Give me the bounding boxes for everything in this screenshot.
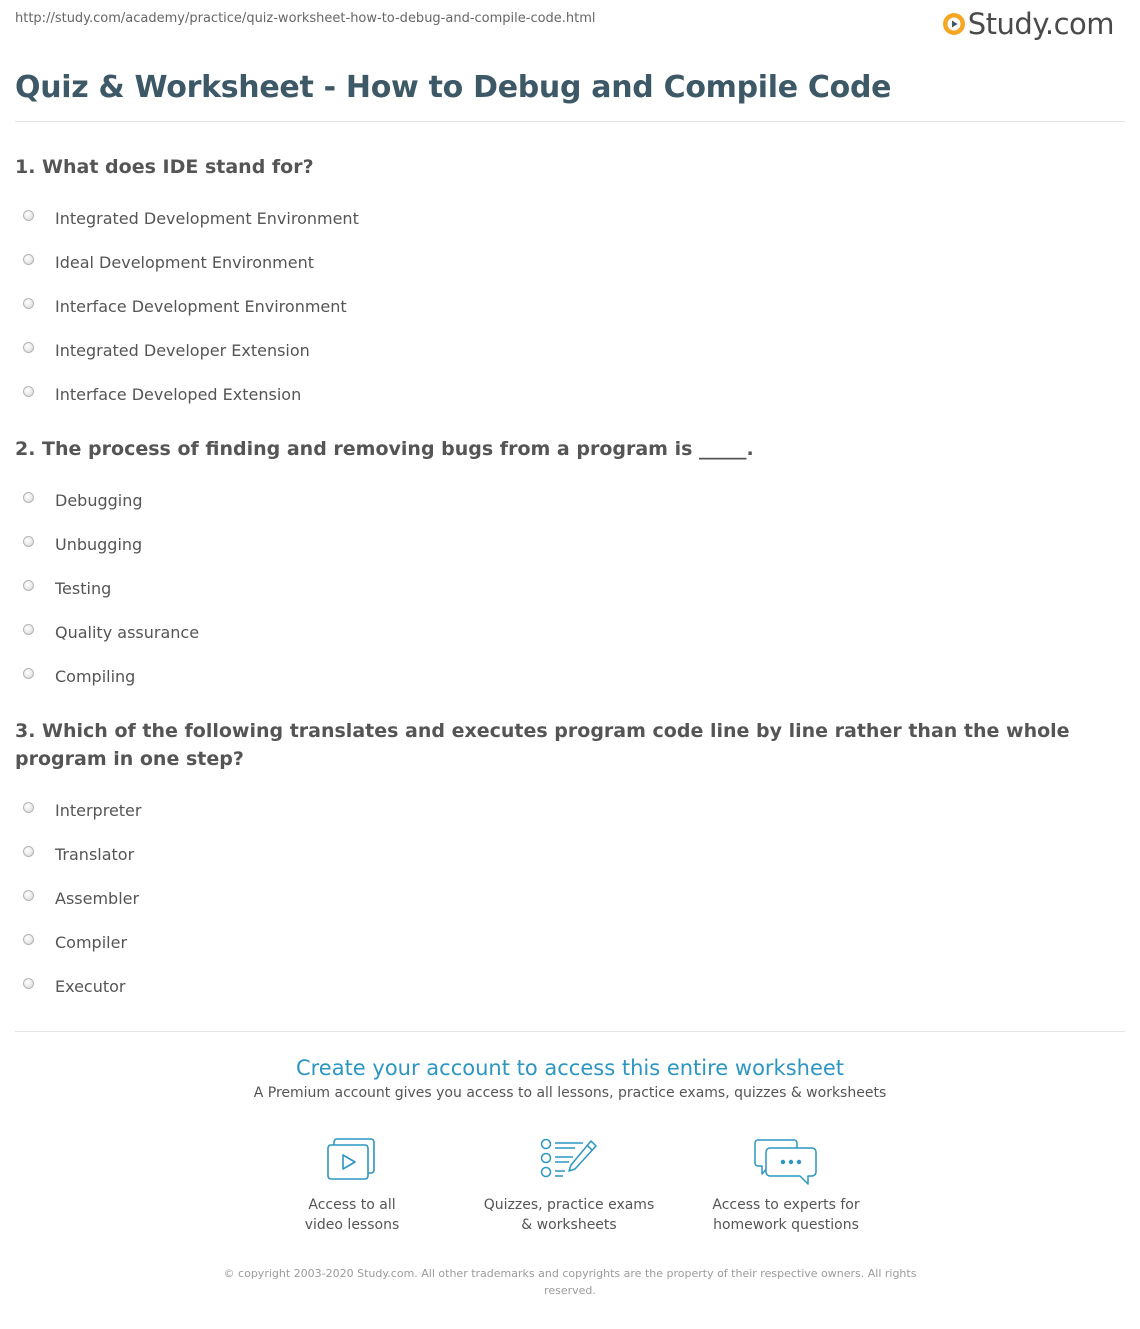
feature-experts bbox=[686, 1137, 886, 1235]
answer-option[interactable] bbox=[15, 478, 1100, 522]
title-divider bbox=[15, 121, 1125, 122]
answer-option[interactable] bbox=[15, 196, 1100, 240]
feature-label-line2: video lessons bbox=[304, 1217, 400, 1233]
radio-button[interactable] bbox=[23, 580, 34, 591]
answer-option[interactable] bbox=[15, 920, 1100, 964]
feature-label-line2: & worksheets bbox=[521, 1217, 617, 1233]
chat-bubbles-icon bbox=[754, 1137, 818, 1187]
logo-text: Study.com bbox=[967, 7, 1114, 41]
question-1 bbox=[15, 153, 1100, 416]
video-lessons-icon bbox=[326, 1137, 378, 1183]
radio-button[interactable] bbox=[23, 254, 34, 265]
question-text: 2. The process of finding and removing bugs from a program is _____. bbox=[15, 438, 754, 460]
answer-option[interactable] bbox=[15, 610, 1100, 654]
answer-option[interactable] bbox=[15, 566, 1100, 610]
answer-label: Interface Development Environment bbox=[55, 296, 347, 316]
answer-option[interactable] bbox=[15, 654, 1100, 698]
radio-button[interactable] bbox=[23, 492, 34, 503]
quiz-checklist-icon bbox=[539, 1137, 599, 1183]
radio-button[interactable] bbox=[23, 890, 34, 901]
answer-option[interactable] bbox=[15, 964, 1100, 1008]
feature-label-line2: homework questions bbox=[713, 1217, 859, 1233]
answer-option[interactable] bbox=[15, 832, 1100, 876]
radio-button[interactable] bbox=[23, 846, 34, 857]
copyright-notice: © copyright 2003-2020 Study.com. All other trademarks and copyrights are the property of their respective owners. All rights reserved. bbox=[223, 1267, 917, 1297]
answer-option[interactable] bbox=[15, 284, 1100, 328]
play-circle-icon bbox=[942, 12, 966, 36]
answer-option[interactable] bbox=[15, 372, 1100, 416]
answer-label: Quality assurance bbox=[55, 622, 200, 642]
answer-label: Executor bbox=[55, 976, 126, 996]
answer-option[interactable] bbox=[15, 328, 1100, 372]
answer-label: Integrated Developer Extension bbox=[55, 340, 310, 360]
radio-button[interactable] bbox=[23, 210, 34, 221]
study-logo[interactable] bbox=[942, 7, 1114, 41]
answer-label: Ideal Development Environment bbox=[55, 252, 315, 272]
answer-label: Assembler bbox=[55, 888, 140, 908]
answer-option[interactable] bbox=[15, 876, 1100, 920]
answer-label: Debugging bbox=[55, 490, 143, 510]
answer-label: Integrated Development Environment bbox=[55, 208, 359, 228]
radio-button[interactable] bbox=[23, 934, 34, 945]
radio-button[interactable] bbox=[23, 536, 34, 547]
answer-option[interactable] bbox=[15, 240, 1100, 284]
radio-button[interactable] bbox=[23, 386, 34, 397]
cta-subtitle: A Premium account gives you access to all lessons, practice exams, quizzes & worksheets bbox=[253, 1085, 887, 1101]
signup-cta bbox=[0, 1053, 1140, 1101]
answer-label: Translator bbox=[55, 844, 135, 864]
radio-button[interactable] bbox=[23, 668, 34, 679]
answer-label: Compiling bbox=[55, 666, 136, 686]
answer-label: Interface Developed Extension bbox=[55, 384, 302, 404]
feature-label-line1: Access to all bbox=[308, 1197, 396, 1213]
radio-button[interactable] bbox=[23, 342, 34, 353]
radio-button[interactable] bbox=[23, 978, 34, 989]
feature-quizzes bbox=[469, 1137, 669, 1235]
feature-video-lessons bbox=[252, 1137, 452, 1235]
feature-label-line1: Quizzes, practice exams bbox=[483, 1197, 655, 1213]
answer-label: Compiler bbox=[55, 932, 128, 952]
answer-label: Unbugging bbox=[55, 534, 143, 554]
answer-option[interactable] bbox=[15, 788, 1100, 832]
question-text: 3. Which of the following translates and executes program code line by line rather than the whole program in one step? bbox=[15, 720, 1070, 770]
page-url: http://study.com/academy/practice/quiz-worksheet-how-to-debug-and-compile-code.html bbox=[15, 11, 596, 26]
radio-button[interactable] bbox=[23, 624, 34, 635]
radio-button[interactable] bbox=[23, 802, 34, 813]
answer-label: Interpreter bbox=[55, 800, 142, 820]
question-text: 1. What does IDE stand for? bbox=[15, 156, 314, 178]
page-title: Quiz & Worksheet - How to Debug and Compile Code bbox=[15, 70, 892, 105]
answer-label: Testing bbox=[55, 578, 112, 598]
feature-label-line1: Access to experts for bbox=[712, 1197, 860, 1213]
question-2 bbox=[15, 435, 1100, 698]
section-divider bbox=[15, 1031, 1125, 1032]
quiz-questions bbox=[15, 153, 1100, 1027]
question-3 bbox=[15, 717, 1100, 1008]
cta-title-link[interactable]: Create your account to access this entire worksheet bbox=[295, 1056, 845, 1080]
answer-option[interactable] bbox=[15, 522, 1100, 566]
radio-button[interactable] bbox=[23, 298, 34, 309]
